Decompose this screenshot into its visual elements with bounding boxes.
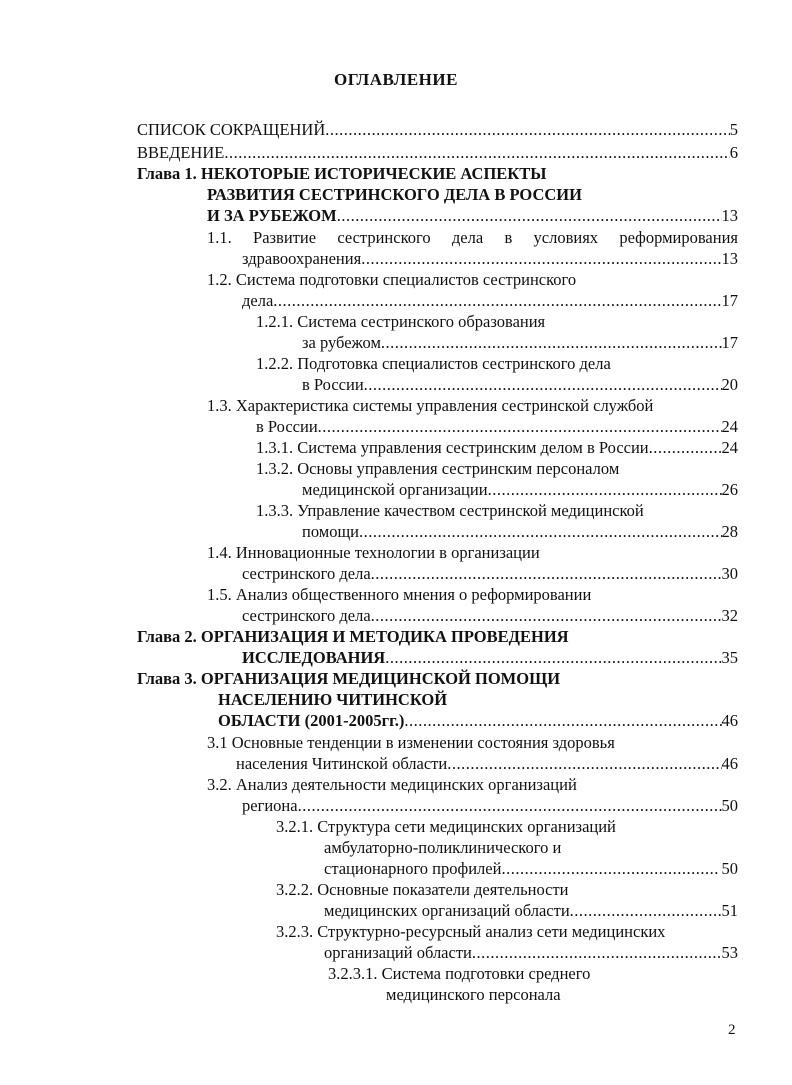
toc-entry-section-1-3[interactable] bbox=[256, 417, 738, 437]
toc-entry-section-1-4[interactable] bbox=[242, 564, 738, 584]
toc-page-number: 5 bbox=[729, 120, 738, 139]
toc-entry-label: за рубежом bbox=[302, 333, 381, 352]
toc-entry-label: сестринского дела bbox=[242, 564, 371, 583]
toc-leader-dots bbox=[472, 943, 722, 963]
section-1-2-title-line1[interactable]: 1.2. Система подготовки специалистов сестринского bbox=[207, 270, 577, 289]
toc-page-number: 24 bbox=[721, 417, 738, 436]
toc-entry-label: ВВЕДЕНИЕ bbox=[137, 143, 225, 162]
toc-page-number: 46 bbox=[721, 711, 738, 730]
toc-leader-dots bbox=[364, 375, 722, 395]
toc-page-number: 17 bbox=[721, 291, 738, 310]
toc-leader-dots bbox=[371, 606, 722, 626]
section-3-1-title-line1[interactable]: 3.1 Основные тенденции в изменении состояния здоровья bbox=[207, 733, 615, 752]
section-3-2-3-1-title-line1[interactable]: 3.2.3.1. Система подготовки среднего bbox=[328, 964, 591, 983]
toc-page-number: 53 bbox=[721, 943, 738, 962]
toc-page-number: 50 bbox=[721, 796, 738, 815]
chapter-1-title-line2[interactable]: РАЗВИТИЯ СЕСТРИНСКОГО ДЕЛА В РОССИИ bbox=[207, 185, 582, 204]
toc-leader-dots bbox=[447, 754, 721, 774]
toc-leader-dots bbox=[570, 901, 722, 921]
toc-leader-dots bbox=[298, 796, 722, 816]
toc-entry-section-3-1[interactable] bbox=[236, 754, 738, 774]
toc-entry-label: в России bbox=[302, 375, 364, 394]
toc-entry-label: ИССЛЕДОВАНИЯ bbox=[242, 648, 386, 667]
section-3-2-2-title-line1[interactable]: 3.2.2. Основные показатели деятельности bbox=[276, 880, 569, 899]
toc-entry-label: населения Читинской области bbox=[236, 754, 448, 773]
toc-entry-label: ОБЛАСТИ (2001-2005гг.) bbox=[218, 711, 405, 730]
toc-entry-chapter-2[interactable] bbox=[242, 648, 738, 668]
toc-page-number: 13 bbox=[721, 249, 738, 268]
toc-entry-label: организаций области bbox=[324, 943, 472, 962]
toc-leader-dots bbox=[318, 417, 722, 437]
section-3-2-1-title-line1[interactable]: 3.2.1. Структура сети медицинских организаций bbox=[276, 817, 616, 836]
toc-page-number: 24 bbox=[721, 438, 738, 457]
toc-page-number: 20 bbox=[721, 375, 738, 394]
toc-entry-label: в России bbox=[256, 417, 318, 436]
toc-entry-chapter-3[interactable] bbox=[218, 711, 738, 731]
toc-leader-dots bbox=[359, 522, 722, 542]
toc-entry-section-1-2-1[interactable] bbox=[302, 333, 738, 353]
toc-entry-section-3-2-2[interactable] bbox=[324, 901, 738, 921]
section-1-5-title-line1[interactable]: 1.5. Анализ общественного мнения о реформировании bbox=[207, 585, 592, 604]
toc-leader-dots bbox=[488, 480, 722, 500]
toc-page-number: 51 bbox=[721, 901, 738, 920]
section-1-3-2-title-line1[interactable]: 1.3.2. Основы управления сестринским персоналом bbox=[256, 459, 620, 478]
toc-entry-label: региона bbox=[242, 796, 298, 815]
section-1-3-title-line1[interactable]: 1.3. Характеристика системы управления сестринской службой bbox=[207, 396, 654, 415]
toc-leader-dots bbox=[361, 249, 721, 269]
section-1-2-2-title-line1[interactable]: 1.2.2. Подготовка специалистов сестринского дела bbox=[256, 354, 611, 373]
toc-page-number: 26 bbox=[721, 480, 738, 499]
toc-entry-label: СПИСОК СОКРАЩЕНИЙ bbox=[137, 120, 326, 139]
toc-entry-section-1-3-2[interactable] bbox=[302, 480, 738, 500]
toc-leader-dots bbox=[371, 564, 722, 584]
toc-entry-section-1-5[interactable] bbox=[242, 606, 738, 626]
toc-leader-dots bbox=[337, 206, 722, 226]
toc-leader-dots bbox=[273, 291, 721, 311]
toc-page-number: 13 bbox=[721, 206, 738, 225]
section-1-2-1-title-line1[interactable]: 1.2.1. Система сестринского образования bbox=[256, 312, 546, 331]
section-3-2-1-title-line2[interactable]: амбулаторно-поликлинического и bbox=[324, 838, 562, 857]
toc-entry-label: здравоохранения bbox=[242, 249, 362, 268]
toc-entry-label: 1.3.1. Система управления сестринским делом в России bbox=[256, 438, 649, 457]
page-number: 2 bbox=[728, 1022, 736, 1038]
chapter-2-title-line1[interactable]: Глава 2. ОРГАНИЗАЦИЯ И МЕТОДИКА ПРОВЕДЕНИЯ bbox=[137, 627, 569, 646]
toc-entry-label: дела bbox=[242, 291, 274, 310]
toc-entry-section-3-2[interactable] bbox=[242, 796, 738, 816]
toc-entry-introduction[interactable] bbox=[137, 143, 738, 163]
toc-page-number: 17 bbox=[721, 333, 738, 352]
toc-leader-dots bbox=[224, 143, 729, 163]
toc-entry-label: сестринского дела bbox=[242, 606, 371, 625]
toc-entry-label: медицинских организаций области bbox=[324, 901, 570, 920]
section-1-4-title-line1[interactable]: 1.4. Инновационные технологии в организации bbox=[207, 543, 540, 562]
toc-leader-dots bbox=[501, 859, 717, 879]
toc-page-number: 30 bbox=[721, 564, 738, 583]
toc-entry-section-1-2-2[interactable] bbox=[302, 375, 738, 395]
toc-page-number: 50 bbox=[721, 859, 738, 878]
toc-leader-dots bbox=[649, 438, 722, 458]
toc-entry-section-1-3-1[interactable] bbox=[256, 438, 738, 458]
section-1-3-3-title-line1[interactable]: 1.3.3. Управление качеством сестринской медицинской bbox=[256, 501, 644, 520]
toc-entry-label: И ЗА РУБЕЖОМ bbox=[207, 206, 337, 225]
chapter-3-title-line2[interactable]: НАСЕЛЕНИЮ ЧИТИНСКОЙ bbox=[218, 690, 448, 709]
toc-entry-section-1-3-3[interactable] bbox=[302, 522, 738, 542]
toc-entry-label: медицинской организации bbox=[302, 480, 488, 499]
toc-page-number: 32 bbox=[721, 606, 738, 625]
toc-entry-label: помощи bbox=[302, 522, 359, 541]
toc-leader-dots bbox=[385, 648, 721, 668]
toc-page-number: 46 bbox=[721, 754, 738, 773]
chapter-1-title-line1[interactable]: Глава 1. НЕКОТОРЫЕ ИСТОРИЧЕСКИЕ АСПЕКТЫ bbox=[137, 164, 547, 183]
toc-entry-section-1-1[interactable] bbox=[242, 249, 738, 269]
toc-page-number: 35 bbox=[721, 648, 738, 667]
toc-entry-section-1-2[interactable] bbox=[242, 291, 738, 311]
section-1-1-title-line1[interactable]: 1.1. Развитие сестринского дела в условиях реформирования bbox=[207, 228, 738, 247]
section-3-2-3-title-line1[interactable]: 3.2.3. Структурно-ресурсный анализ сети медицинских bbox=[276, 922, 666, 941]
toc-entry-abbreviations[interactable] bbox=[137, 120, 738, 140]
toc-entry-section-3-2-1[interactable] bbox=[324, 859, 738, 879]
toc-entry-label: стационарного профилей bbox=[324, 859, 502, 878]
toc-leader-dots bbox=[325, 120, 729, 140]
section-3-2-title-line1[interactable]: 3.2. Анализ деятельности медицинских организаций bbox=[207, 775, 577, 794]
page-title: ОГЛАВЛЕНИЕ bbox=[334, 70, 458, 89]
toc-entry-section-3-2-3[interactable] bbox=[324, 943, 738, 963]
section-3-2-3-1-title-line2[interactable]: медицинского персонала bbox=[386, 985, 561, 1004]
toc-page-number: 28 bbox=[721, 522, 738, 541]
toc-page-number: 6 bbox=[729, 143, 738, 162]
chapter-3-title-line1[interactable]: Глава 3. ОРГАНИЗАЦИЯ МЕДИЦИНСКОЙ ПОМОЩИ bbox=[137, 669, 561, 688]
toc-leader-dots bbox=[404, 711, 721, 731]
toc-entry-chapter-1[interactable] bbox=[207, 206, 738, 226]
toc-leader-dots bbox=[381, 333, 722, 353]
